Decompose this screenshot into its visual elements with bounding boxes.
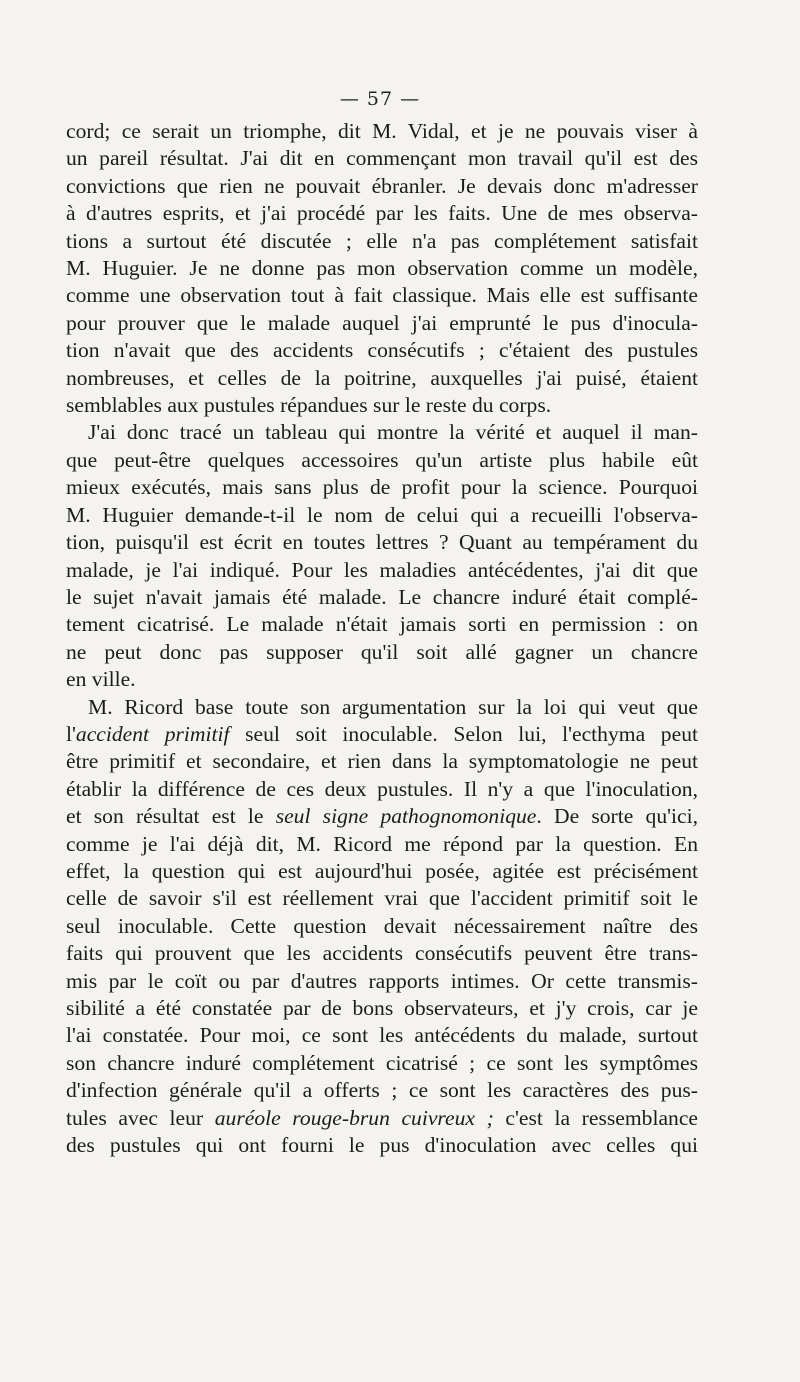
text-line: faits qui prouvent que les accidents consécutifs peuvent être trans- [66,941,698,966]
text-line: convictions que rien ne pouvait ébranler. Je devais donc m'adresser [66,173,698,198]
text-line: malade, je l'ai indiqué. Pour les maladies antécédentes, j'ai dit que [66,557,698,582]
text-line: M. Huguier demande-t-il le nom de celui qui a recueilli l'observa- [66,502,698,527]
text-line: d'infection générale qu'il a offerts ; ce sont les caractères des pus- [66,1078,698,1103]
text-line: J'ai donc tracé un tableau qui montre la vérité et auquel il man- [88,420,698,445]
body-text [66,118,698,1159]
text-fragment: et son résultat est le [66,804,276,829]
paragraph [66,419,698,693]
text-fragment: seul soit inoculable. Selon lui, l'ecthyma peut [229,721,698,746]
text-line: le sujet n'avait jamais été malade. Le chancre induré était complé- [66,584,698,609]
text-line: que peut-être quelques accessoires qu'un artiste plus habile eût [66,447,698,472]
text-line [66,1105,698,1132]
text-line: un pareil résultat. J'ai dit en commençant mon travail qu'il est des [66,146,698,171]
text-line [66,721,698,748]
paragraph [66,118,698,419]
text-line: mis par le coït ou par d'autres rapports intimes. Or cette transmis- [66,968,698,993]
text-line: tion, puisqu'il est écrit en toutes lettres ? Quant au tempérament du [66,530,698,555]
italic-phrase: seul signe pathognomonique [275,804,537,829]
text-fragment: tules avec leur [66,1105,215,1130]
text-line: pour prouver que le malade auquel j'ai emprunté le pus d'inocula- [66,310,698,335]
text-line: tion n'avait que des accidents consécutifs ; c'étaient des pustules [66,338,698,363]
text-line: comme une observation tout à fait classique. Mais elle est suffisante [66,283,698,308]
text-line: ne peut donc pas supposer qu'il soit allé gagner un chancre [66,639,698,664]
page-number: — 57 — [339,88,421,110]
text-line: en ville. [66,667,136,692]
text-line: tions a surtout été discutée ; elle n'a pas complétement satisfait [66,228,698,253]
text-fragment: c'est la ressemblance [493,1105,698,1130]
text-line: M. Huguier. Je ne donne pas mon observation comme un modèle, [66,256,698,281]
text-line: celle de savoir s'il est réellement vrai que l'accident primitif soit le [66,886,698,911]
text-line: M. Ricord base toute son argumentation sur la loi qui veut que [88,694,698,719]
text-line: établir la différence de ces deux pustules. Il n'y a que l'inoculation, [66,776,698,801]
text-line: à d'autres esprits, et j'ai procédé par les faits. Une de mes observa- [66,201,698,226]
text-fragment: . De sorte qu'ici, [536,804,698,829]
text-line: mieux exécutés, mais sans plus de profit pour la science. Pourquoi [66,475,698,500]
text-line: l'ai constatée. Pour moi, ce sont les antécédents du malade, surtout [66,1023,698,1048]
text-line: comme je l'ai déjà dit, M. Ricord me répond par la question. En [66,831,698,856]
text-line: des pustules qui ont fourni le pus d'inoculation avec celles qui [66,1133,698,1158]
text-line: tement cicatrisé. Le malade n'était jamais sorti en permission : on [66,612,698,637]
text-line [66,803,698,830]
text-line: cord; ce serait un triomphe, dit M. Vidal, et je ne pouvais viser à [66,119,698,143]
text-line: effet, la question qui est aujourd'hui posée, agitée est précisément [66,858,698,883]
italic-phrase: accident primitif [75,721,230,746]
text-fragment: l' [66,721,76,746]
text-line: sibilité a été constatée par de bons observateurs, et j'y crois, car je [66,996,698,1020]
text-line: son chancre induré complétement cicatrisé ; ce sont les symptômes [66,1050,698,1075]
text-line: être primitif et secondaire, et rien dans la symptomatologie ne peut [66,749,698,774]
text-line: seul inoculable. Cette question devait nécessairement naître des [66,913,698,938]
text-line: nombreuses, et celles de la poitrine, auxquelles j'ai puisé, étaient [66,365,698,390]
text-line: semblables aux pustules répandues sur le reste du corps. [66,393,552,418]
italic-phrase: auréole rouge-brun cuivreux ; [214,1105,494,1130]
paragraph [66,694,698,1160]
